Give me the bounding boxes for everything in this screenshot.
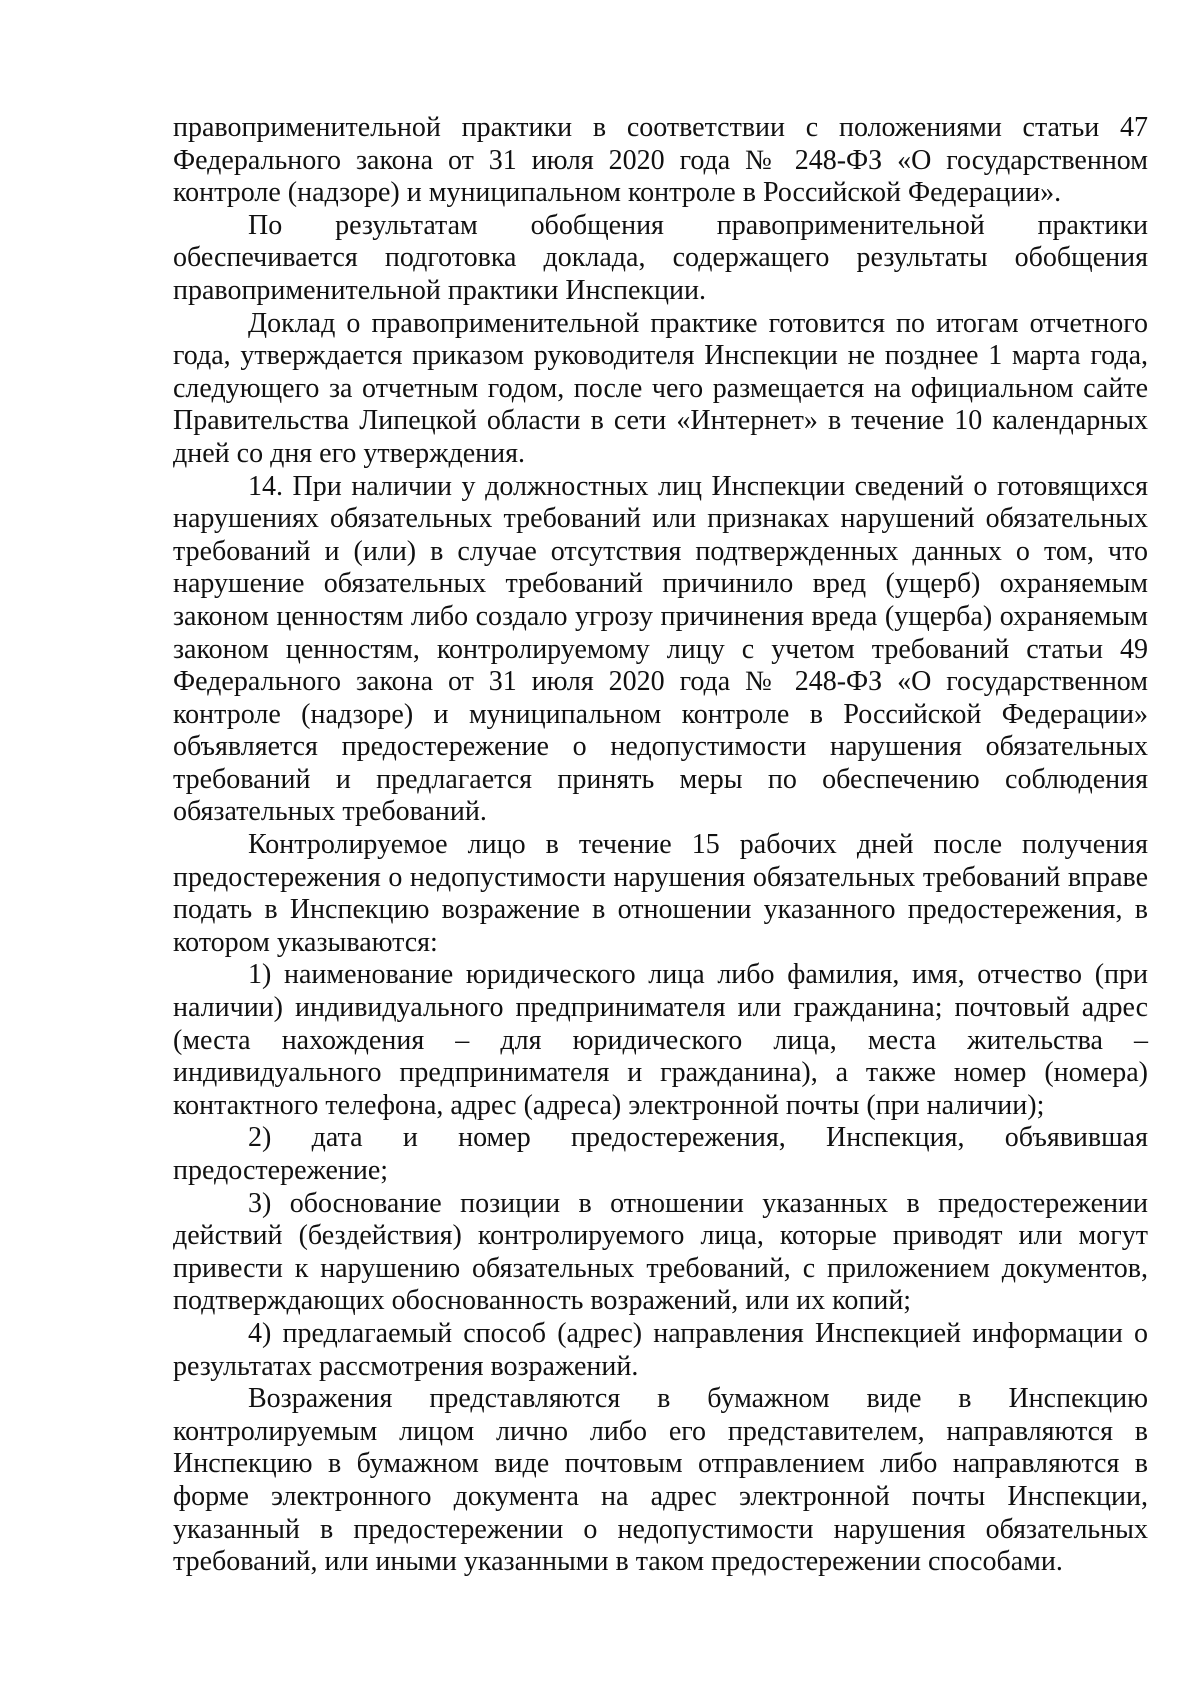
paragraph-objection-submission: Возражения представляются в бумажном виде в Инспекцию контролируемым лицом лично либо его представителем, направляются в Инспекцию в бумажном виде почтовым отправлением либо направляются в форме электронного документа на адрес электронной почты Инспекции, указанный в предостережении о недопустимости нарушения обязательных требований, или иными указанными в таком предостережении способами. [173, 1383, 1148, 1578]
paragraph-practice-report: По результатам обобщения правоприменительной практики обеспечивается подготовка доклада, содержащего результаты обобщения правоприменительной практики Инспекции. [173, 209, 1148, 306]
paragraph-report-approval: Доклад о правоприменительной практике готовится по итогам отчетного года, утверждается приказом руководителя Инспекции не позднее 1 марта года, следующего за отчетным годом, после чего размещается на официальном сайте Правительства Липецкой области в сети «Интернет» в течение 10 календарных дней со дня его утверждения. [173, 307, 1148, 469]
list-item-3-justification: 3) обоснование позиции в отношении указанных в предостережении действий (бездействия) контролируемого лица, которые приводят или могут привести к нарушению обязательных требований, с приложением документов, подтверждающих обоснованность возражений, или их копий; [173, 1187, 1148, 1317]
list-item-2-date: 2) дата и номер предостережения, Инспекция, объявившая предостережение; [173, 1122, 1148, 1186]
list-item-1-name: 1) наименование юридического лица либо фамилия, имя, отчество (при наличии) индивидуального предпринимателя или гражданина; почтовый адрес (места нахождения – для юридического лица, места жительства – индивидуального предпринимателя и гражданина), а также номер (номера) контактного телефона, адрес (адреса) электронной почты (при наличии); [173, 959, 1148, 1121]
paragraph-objection-right: Контролируемое лицо в течение 15 рабочих дней после получения предостережения о недопустимости нарушения обязательных требований вправе подать в Инспекцию возражение в отношении указанного предостережения, в котором указываются: [173, 829, 1148, 958]
list-item-4-address: 4) предлагаемый способ (адрес) направления Инспекцией информации о результатах рассмотрения возражений. [173, 1317, 1148, 1382]
document-body [173, 112, 1148, 1579]
paragraph-practice-continuation: правоприменительной практики в соответствии с положениями статьи 47 Федерального закона от 31 июля 2020 года № 248-ФЗ «О государственном контроле (надзоре) и муниципальном контроле в Российской Федерации». [173, 112, 1148, 209]
paragraph-item-14-warning: 14. При наличии у должностных лиц Инспекции сведений о готовящихся нарушениях обязательных требований или признаках нарушений обязательных требований и (или) в случае отсутствия подтвержденных данных о том, что нарушение обязательных требований причинило вред (ущерб) охраняемым законом ценностям либо создало угрозу причинения вреда (ущерба) охраняемым законом ценностям, контролируемому лицу с учетом требований статьи 49 Федерального закона от 31 июля 2020 года № 248-ФЗ «О государственном контроле (надзоре) и муниципальном контроле в Российской Федерации» объявляется предостережение о недопустимости нарушения обязательных требований и предлагается принять меры по обеспечению соблюдения обязательных требований. [173, 470, 1148, 828]
